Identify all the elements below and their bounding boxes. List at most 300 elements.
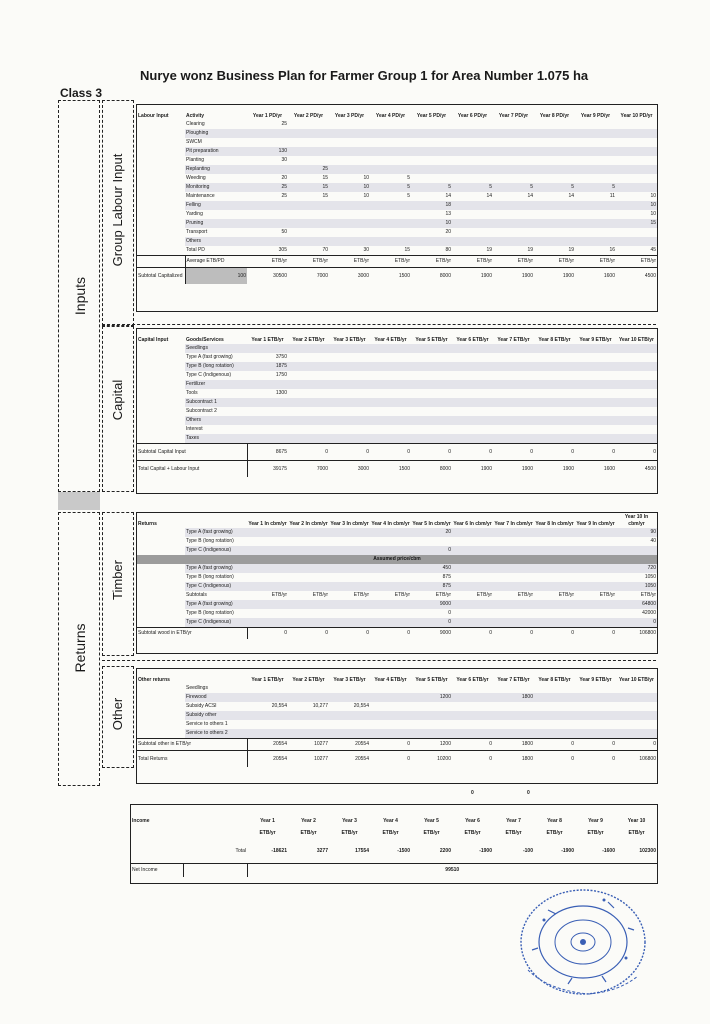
- table-row: [137, 246, 657, 256]
- table-cell: [247, 720, 288, 729]
- official-seal-icon: [508, 880, 658, 1000]
- table-cell: [493, 228, 534, 237]
- table-cell: [452, 702, 493, 711]
- table-cell: [137, 591, 185, 600]
- table-cell: [452, 618, 493, 628]
- table-row: [137, 183, 657, 192]
- header-cell: Year 6 PD/yr: [457, 113, 488, 119]
- table-cell: [534, 156, 575, 165]
- table-cell: Subsidy other: [185, 711, 247, 720]
- table-cell: 20: [411, 528, 452, 537]
- table-cell: [288, 228, 329, 237]
- table-cell: [247, 582, 288, 591]
- table-cell: [370, 684, 411, 693]
- table-row: [137, 693, 657, 702]
- loose-value-2: 0: [527, 790, 530, 796]
- header-cell: Year 2 PD/yr: [293, 113, 324, 119]
- table-cell: 1200: [411, 693, 452, 702]
- table-cell: [575, 201, 616, 210]
- table-cell: 100: [185, 268, 247, 285]
- table-cell: [370, 528, 411, 537]
- table-row: [137, 434, 657, 444]
- table-cell: [534, 129, 575, 138]
- table-row: [137, 407, 657, 416]
- table-cell: 14: [568, 193, 574, 199]
- table-row: [137, 425, 657, 434]
- table-cell: 20554: [247, 751, 288, 768]
- table-cell: ETB/yr: [288, 256, 329, 268]
- header-cell: Year 8 PD/yr: [539, 113, 570, 119]
- table-cell: 1200: [411, 739, 452, 751]
- table-cell: ETB/yr: [247, 256, 288, 268]
- table-cell: [137, 138, 185, 147]
- table-cell: Type C (Indigenous): [185, 582, 247, 591]
- capital-subtotal-row-label: Subtotal Capital Input: [137, 444, 247, 461]
- header-cell: Activity: [186, 113, 205, 119]
- table-cell: [616, 353, 657, 362]
- table-cell: [616, 129, 657, 138]
- table-cell: [575, 380, 616, 389]
- table-cell: 30: [281, 157, 287, 163]
- header-cell: Other returns: [138, 677, 170, 683]
- table-cell: 7000: [288, 268, 329, 285]
- table-cell: [247, 380, 288, 389]
- table-cell: [452, 425, 493, 434]
- table-cell: [452, 711, 493, 720]
- table-cell: Ploughing: [185, 129, 247, 138]
- table-cell: [575, 129, 616, 138]
- table-cell: [411, 684, 452, 693]
- table-cell: [534, 720, 575, 729]
- table-cell: 1800: [493, 751, 534, 768]
- table-cell: [493, 582, 534, 591]
- table-row: [137, 537, 657, 546]
- table-cell: 0: [288, 628, 329, 640]
- table-cell: [288, 147, 329, 156]
- labour-header-row: [137, 105, 657, 120]
- table-cell: 450: [411, 564, 452, 573]
- table-cell: [411, 720, 452, 729]
- table-cell: [452, 210, 493, 219]
- table-cell: 106800: [616, 751, 657, 768]
- table-cell: ETB/yr: [370, 256, 411, 268]
- table-cell: [534, 380, 575, 389]
- table-cell: [616, 416, 657, 425]
- table-cell: [616, 380, 657, 389]
- table-cell: Others: [185, 237, 247, 246]
- table-cell: [329, 210, 370, 219]
- table-cell: [329, 434, 370, 444]
- header-cell: Year 1 PD/yr: [252, 113, 283, 119]
- table-cell: [452, 174, 493, 183]
- table-cell: [452, 362, 493, 371]
- table-cell: ETB/yr: [271, 592, 287, 598]
- table-cell: 70: [322, 247, 328, 253]
- table-cell: [493, 165, 534, 174]
- table-cell: [493, 609, 534, 618]
- table-cell: [575, 416, 616, 425]
- table-cell: [575, 537, 616, 546]
- table-cell: [329, 398, 370, 407]
- table-cell: [493, 564, 534, 573]
- table-cell: [370, 416, 411, 425]
- table-cell: [452, 720, 493, 729]
- table-cell: [370, 720, 411, 729]
- table-cell: 4500: [616, 268, 657, 285]
- table-cell: [534, 398, 575, 407]
- inputs-label: Inputs: [72, 276, 88, 316]
- table-cell: ETB/yr: [435, 592, 451, 598]
- table-cell: [247, 693, 288, 702]
- header-cell: Year 8 In cbm/yr: [535, 521, 574, 527]
- income-total-cell: 102300: [639, 848, 656, 855]
- table-cell: [288, 380, 329, 389]
- table-cell: 1800: [493, 739, 534, 751]
- table-cell: [534, 434, 575, 444]
- table-cell: [534, 729, 575, 739]
- table-cell: [370, 120, 411, 129]
- table-cell: [493, 362, 534, 371]
- table-cell: [575, 228, 616, 237]
- table-cell: 18: [411, 201, 452, 210]
- table-cell: [329, 362, 370, 371]
- table-cell: [247, 600, 288, 609]
- table-cell: [329, 537, 370, 546]
- header-cell: Year 10 ETB/yr: [618, 677, 655, 683]
- table-cell: 1600: [575, 268, 616, 285]
- table-cell: [329, 729, 370, 739]
- income-header-cell: Year 5: [424, 818, 439, 824]
- header-cell: Year 8 ETB/yr: [538, 677, 571, 683]
- other-table-body: [137, 669, 657, 767]
- table-cell: 7000: [288, 461, 329, 478]
- table-cell: 720: [616, 564, 657, 573]
- table-cell: [370, 546, 411, 555]
- table-cell: [575, 407, 616, 416]
- table-cell: 20: [281, 175, 287, 181]
- table-cell: Maintenance: [186, 193, 215, 199]
- table-row: [137, 528, 657, 537]
- labour-subtotal-row: [137, 268, 657, 285]
- table-cell: 0: [411, 618, 452, 628]
- table-cell: 1900: [452, 268, 493, 285]
- table-cell: Interest: [186, 426, 203, 432]
- table-cell: [329, 573, 370, 582]
- table-cell: 1900: [493, 461, 534, 478]
- table-cell: [137, 237, 185, 246]
- table-cell: [329, 389, 370, 398]
- header-cell: Year 4 ETB/yr: [374, 677, 407, 683]
- table-cell: [329, 693, 370, 702]
- table-cell: 19: [527, 247, 533, 253]
- table-cell: [329, 618, 370, 628]
- table-cell: [493, 684, 534, 693]
- table-cell: [329, 564, 370, 573]
- header-cell: Year 5 ETB/yr: [415, 337, 448, 343]
- table-cell: 10277: [288, 751, 329, 768]
- income-header-cell: Year 2: [301, 818, 316, 824]
- table-cell: [288, 573, 329, 582]
- table-cell: [329, 353, 370, 362]
- table-cell: [370, 693, 411, 702]
- table-cell: [411, 416, 452, 425]
- income-total-label: Total: [235, 848, 246, 855]
- table-cell: [288, 362, 329, 371]
- table-cell: [575, 684, 616, 693]
- table-cell: [137, 183, 185, 192]
- table-cell: [411, 407, 452, 416]
- table-cell: [575, 156, 616, 165]
- income-total-cell: -18621: [271, 848, 287, 855]
- income-header-cell: Year 10: [627, 818, 646, 824]
- table-cell: [616, 546, 657, 555]
- table-row: [137, 380, 657, 389]
- table-cell: [137, 564, 185, 573]
- table-cell: [452, 434, 493, 444]
- table-cell: 39175: [247, 461, 288, 478]
- table-cell: [137, 246, 185, 256]
- table-cell: Service to others 1: [186, 721, 228, 727]
- table-cell: [575, 362, 616, 371]
- header-cell: Year 10 In cbm/yr: [624, 514, 649, 527]
- table-cell: [137, 407, 185, 416]
- table-cell: Pit preparation: [185, 147, 247, 156]
- table-cell: [370, 219, 411, 228]
- table-cell: 40: [650, 538, 656, 544]
- table-cell: 15: [288, 183, 329, 192]
- table-cell: [137, 174, 185, 183]
- income-total-cell: -1900: [561, 848, 574, 855]
- table-cell: Total PD: [186, 247, 205, 253]
- timber-subtotal-row-label: Subtotal wood in ETB/yr: [137, 628, 247, 640]
- table-cell: [452, 129, 493, 138]
- header-cell: Year 9 ETB/yr: [579, 337, 612, 343]
- table-cell: [329, 165, 370, 174]
- table-cell: [288, 720, 329, 729]
- table-cell: [370, 600, 411, 609]
- table-cell: [575, 720, 616, 729]
- table-cell: [575, 147, 616, 156]
- table-cell: [247, 537, 288, 546]
- table-cell: [370, 210, 411, 219]
- table-cell: [411, 147, 452, 156]
- table-cell: [370, 228, 411, 237]
- table-cell: [137, 600, 185, 609]
- table-cell: ETB/yr: [558, 592, 574, 598]
- table-cell: [575, 564, 616, 573]
- table-cell: [493, 434, 534, 444]
- table-cell: [493, 156, 534, 165]
- income-header-cell: [183, 805, 247, 825]
- table-cell: 8675: [247, 444, 288, 461]
- table-cell: [534, 573, 575, 582]
- table-cell: [370, 237, 411, 246]
- table-cell: 10: [650, 193, 656, 199]
- table-cell: [247, 609, 288, 618]
- net-income-spacer: [183, 863, 247, 877]
- table-cell: 5: [534, 183, 575, 192]
- table-cell: [411, 156, 452, 165]
- capital-table: [137, 329, 657, 477]
- table-row: [137, 147, 657, 156]
- table-cell: [329, 684, 370, 693]
- table-cell: [575, 546, 616, 555]
- table-cell: [534, 407, 575, 416]
- table-cell: 0: [534, 444, 575, 461]
- table-cell: Type B (long rotation): [185, 362, 247, 371]
- table-row: [137, 618, 657, 628]
- table-row: [137, 165, 657, 174]
- table-cell: [452, 147, 493, 156]
- capital-label: Capital: [110, 379, 125, 421]
- table-cell: 1800: [493, 693, 534, 702]
- table-cell: [616, 362, 657, 371]
- table-cell: [370, 729, 411, 739]
- table-cell: [137, 371, 185, 380]
- table-cell: Type A (fast growing): [185, 528, 247, 537]
- timber-subtotals-row: [137, 591, 657, 600]
- table-cell: [493, 537, 534, 546]
- table-cell: [534, 237, 575, 246]
- table-cell: [534, 684, 575, 693]
- table-cell: 0: [575, 739, 616, 751]
- income-total-cell: 17554: [355, 848, 369, 855]
- table-cell: [534, 711, 575, 720]
- table-cell: 1050: [644, 574, 656, 580]
- table-cell: [329, 344, 370, 353]
- table-cell: 1600: [575, 461, 616, 478]
- table-cell: [411, 165, 452, 174]
- table-cell: 0: [616, 444, 657, 461]
- table-cell: [493, 600, 534, 609]
- table-cell: [329, 416, 370, 425]
- table-cell: SWCM: [186, 139, 202, 145]
- table-cell: [575, 528, 616, 537]
- table-cell: [370, 537, 411, 546]
- table-cell: [411, 380, 452, 389]
- table-cell: [534, 228, 575, 237]
- table-cell: 875: [442, 574, 451, 580]
- table-cell: [575, 389, 616, 398]
- table-cell: Service to others 2: [185, 729, 247, 739]
- table-cell: [452, 344, 493, 353]
- table-cell: [288, 389, 329, 398]
- table-cell: [137, 192, 185, 201]
- table-cell: 13: [445, 211, 451, 217]
- table-cell: [452, 537, 493, 546]
- header-cell: Year 4 In cbm/yr: [371, 521, 410, 527]
- table-row: [137, 582, 657, 591]
- table-cell: Type B (long rotation): [186, 610, 234, 616]
- income-units-cell: [183, 825, 247, 841]
- table-cell: 10,277: [312, 703, 328, 709]
- table-cell: Tools: [186, 390, 198, 396]
- table-row: [137, 684, 657, 693]
- table-cell: Pruning: [185, 219, 247, 228]
- table-cell: [616, 138, 657, 147]
- table-cell: ETB/yr: [476, 592, 492, 598]
- table-cell: [452, 684, 493, 693]
- table-cell: [247, 573, 288, 582]
- table-cell: [288, 120, 329, 129]
- table-cell: [452, 398, 493, 407]
- returns-label: Returns: [72, 623, 88, 673]
- table-cell: [370, 609, 411, 618]
- table-cell: [329, 425, 370, 434]
- header-cell: Goods/Services: [186, 337, 224, 343]
- table-cell: Weeding: [186, 175, 206, 181]
- timber-table-body: [137, 513, 657, 639]
- table-cell: [575, 573, 616, 582]
- table-cell: 20: [445, 229, 451, 235]
- table-cell: [534, 165, 575, 174]
- header-cell: Year 7 ETB/yr: [497, 337, 530, 343]
- table-cell: ETB/yr: [394, 592, 410, 598]
- table-cell: 0: [329, 444, 370, 461]
- table-cell: 11: [609, 193, 615, 199]
- table-cell: [493, 219, 534, 228]
- income-total-cell: -100: [522, 848, 533, 855]
- table-cell: 106800: [616, 628, 657, 640]
- table-cell: Felling: [185, 201, 247, 210]
- table-cell: [493, 711, 534, 720]
- table-cell: 10: [616, 201, 657, 210]
- table-cell: 14: [445, 193, 451, 199]
- table-row: [137, 237, 657, 246]
- header-cell: Year 10 PD/yr: [620, 113, 653, 119]
- table-cell: [329, 528, 370, 537]
- table-cell: [616, 434, 657, 444]
- table-cell: Subcontract 2: [186, 408, 217, 414]
- table-cell: [493, 380, 534, 389]
- table-cell: [616, 398, 657, 407]
- table-cell: 1050: [616, 582, 657, 591]
- table-cell: 10: [363, 175, 369, 181]
- table-cell: [329, 546, 370, 555]
- labour-table-block: [136, 104, 658, 312]
- table-cell: [534, 582, 575, 591]
- table-cell: [616, 165, 657, 174]
- table-cell: [288, 729, 329, 739]
- table-cell: 8000: [411, 461, 452, 478]
- table-cell: [247, 564, 288, 573]
- table-cell: [247, 425, 288, 434]
- table-cell: [137, 416, 185, 425]
- table-cell: 20554: [329, 751, 370, 768]
- table-cell: [137, 389, 185, 398]
- header-cell: Year 2 In cbm/yr: [289, 521, 328, 527]
- income-total-cell: -1900: [479, 848, 492, 855]
- table-cell: Transport: [186, 229, 208, 235]
- income-header-cell: Year 3: [342, 818, 357, 824]
- table-row: [137, 344, 657, 353]
- income-header-cell: Year 9: [588, 818, 603, 824]
- income-units-cell: ETB/yr: [341, 829, 358, 836]
- table-cell: 0: [448, 610, 451, 616]
- table-cell: [288, 129, 329, 138]
- header-cell: Year 6 ETB/yr: [456, 677, 489, 683]
- table-cell: [288, 609, 329, 618]
- header-cell: Year 1 In cbm/yr: [248, 521, 287, 527]
- table-cell: [247, 237, 288, 246]
- table-cell: [329, 720, 370, 729]
- table-cell: [288, 600, 329, 609]
- table-cell: [616, 237, 657, 246]
- table-cell: [452, 573, 493, 582]
- table-cell: 64800: [616, 600, 657, 609]
- other-header-row: [137, 669, 657, 684]
- table-cell: [288, 138, 329, 147]
